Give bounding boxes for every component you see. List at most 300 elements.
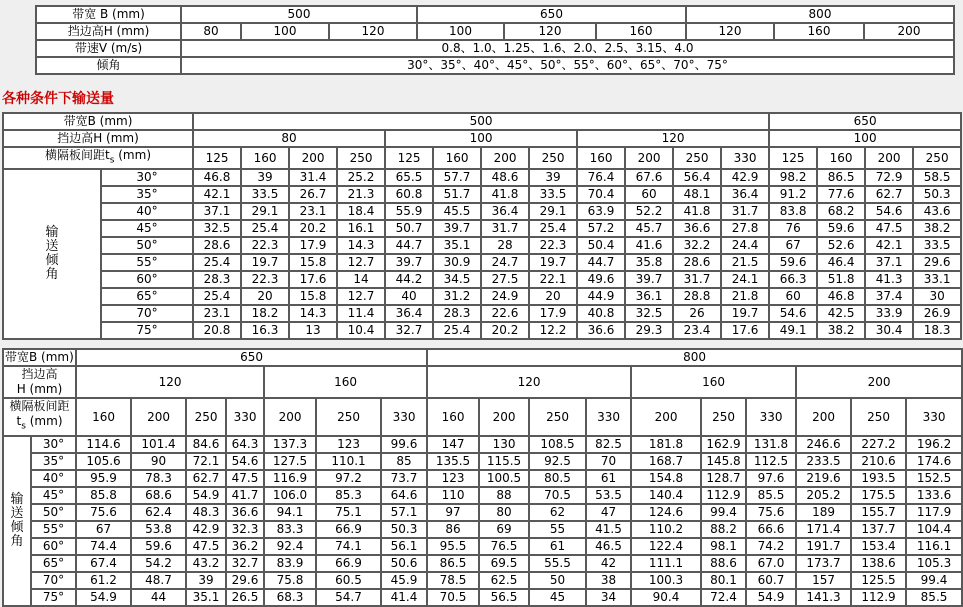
value-cell: 20.8	[193, 322, 241, 339]
value-cell: 41.8	[673, 203, 721, 220]
header-value-cell: 160	[241, 147, 289, 169]
header-value-cell: 250	[673, 147, 721, 169]
value-cell: 28	[481, 237, 529, 254]
value-cell: 31.7	[481, 220, 529, 237]
value-cell: 125.5	[851, 572, 906, 589]
header-value-cell: 250	[851, 398, 906, 435]
header-value-cell: 160	[76, 398, 131, 435]
value-cell: 52.2	[625, 203, 673, 220]
value-cell: 138.6	[851, 555, 906, 572]
belt-parameters-table-row-label-0: 带宽 B (mm)	[36, 6, 181, 23]
value-cell: 111.1	[631, 555, 701, 572]
value-cell: 168.7	[631, 453, 701, 470]
angle-cell: 75°	[101, 322, 193, 339]
value-cell: 181.8	[631, 436, 701, 453]
value-cell: 76.5	[479, 538, 529, 555]
capacity-table-650-800-row-label-1: 挡边高 H (mm)	[3, 366, 76, 398]
value-cell: 72.1	[186, 453, 226, 470]
value-cell: 43.6	[913, 203, 961, 220]
angle-cell: 75°	[31, 589, 76, 606]
value-cell: 14	[337, 271, 385, 288]
value-cell: 36.4	[721, 186, 769, 203]
value-cell: 32.7	[226, 555, 264, 572]
header-value-cell: 200	[631, 398, 701, 435]
value-cell: 25.4	[241, 220, 289, 237]
value-cell: 23.1	[193, 305, 241, 322]
value-cell: 70.5	[427, 589, 479, 606]
value-cell: 95.5	[427, 538, 479, 555]
value-cell: 45	[529, 589, 586, 606]
value-cell: 36.1	[625, 288, 673, 305]
value-cell: 38.2	[817, 322, 865, 339]
header-value-cell: 100	[241, 23, 329, 40]
value-cell: 59.6	[131, 538, 186, 555]
header-row	[3, 349, 962, 366]
value-cell: 21.5	[721, 254, 769, 271]
value-cell: 59.6	[817, 220, 865, 237]
value-cell: 108.5	[529, 436, 586, 453]
value-cell: 110	[427, 487, 479, 504]
value-cell: 83.3	[264, 521, 316, 538]
header-value-cell: 80	[181, 23, 241, 40]
table-row	[3, 322, 961, 339]
value-cell: 78.5	[427, 572, 479, 589]
value-cell: 42.9	[186, 521, 226, 538]
value-cell: 44	[131, 589, 186, 606]
value-cell: 62	[529, 504, 586, 521]
value-cell: 110.2	[631, 521, 701, 538]
table-row	[3, 470, 962, 487]
header-row	[36, 23, 954, 40]
value-cell: 60.7	[746, 572, 796, 589]
value-cell: 32.5	[193, 220, 241, 237]
header-value-cell: 125	[769, 147, 817, 169]
value-cell: 189	[796, 504, 851, 521]
value-cell: 26.7	[289, 186, 337, 203]
value-cell: 66.3	[769, 271, 817, 288]
value-cell: 29.6	[913, 254, 961, 271]
header-row	[3, 366, 962, 398]
value-cell: 92.4	[264, 538, 316, 555]
value-cell: 42.1	[865, 237, 913, 254]
value-cell: 66.9	[316, 521, 381, 538]
value-cell: 41.5	[586, 521, 631, 538]
value-cell: 53.5	[586, 487, 631, 504]
value-cell: 27.8	[721, 220, 769, 237]
value-cell: 39	[529, 169, 577, 186]
value-cell: 91.2	[769, 186, 817, 203]
value-cell: 54.2	[131, 555, 186, 572]
header-value-cell: 120	[686, 23, 774, 40]
value-cell: 145.8	[701, 453, 746, 470]
value-cell: 42.9	[721, 169, 769, 186]
value-cell: 22.3	[241, 237, 289, 254]
header-value-cell: 330	[226, 398, 264, 435]
table-row	[3, 220, 961, 237]
value-cell: 25.4	[433, 322, 481, 339]
header-value-cell: 330	[721, 147, 769, 169]
angle-cell: 35°	[101, 186, 193, 203]
value-cell: 44.9	[577, 288, 625, 305]
angle-cell: 35°	[31, 453, 76, 470]
value-cell: 133.6	[906, 487, 962, 504]
value-cell: 46.4	[817, 254, 865, 271]
angle-cell: 70°	[101, 305, 193, 322]
value-cell: 18.4	[337, 203, 385, 220]
value-cell: 48.1	[673, 186, 721, 203]
value-cell: 23.4	[673, 322, 721, 339]
value-cell: 36.4	[385, 305, 433, 322]
value-cell: 17.9	[529, 305, 577, 322]
value-cell: 92.5	[529, 453, 586, 470]
value-cell: 18.2	[241, 305, 289, 322]
value-cell: 83.8	[769, 203, 817, 220]
value-cell: 67	[76, 521, 131, 538]
value-cell: 153.4	[851, 538, 906, 555]
value-cell: 31.4	[289, 169, 337, 186]
angle-cell: 40°	[31, 470, 76, 487]
table-row	[3, 169, 961, 186]
belt-parameters-table-row-label-1: 挡边高H (mm)	[36, 23, 181, 40]
value-cell: 137.3	[264, 436, 316, 453]
value-cell: 32.3	[226, 521, 264, 538]
value-cell: 28.6	[673, 254, 721, 271]
value-cell: 29.6	[226, 572, 264, 589]
value-cell: 233.5	[796, 453, 851, 470]
value-cell: 86.5	[427, 555, 479, 572]
value-cell: 59.6	[769, 254, 817, 271]
value-cell: 36.4	[481, 203, 529, 220]
header-value-cell: 650	[417, 6, 686, 23]
value-cell: 174.6	[906, 453, 962, 470]
value-cell: 54.9	[76, 589, 131, 606]
header-row	[36, 40, 954, 57]
value-cell: 62.7	[186, 470, 226, 487]
value-cell: 28.3	[433, 305, 481, 322]
table-row	[3, 305, 961, 322]
value-cell: 67	[769, 237, 817, 254]
value-cell: 74.1	[316, 538, 381, 555]
value-cell: 19.7	[241, 254, 289, 271]
table-row	[3, 504, 962, 521]
value-cell: 35.1	[433, 237, 481, 254]
value-cell: 98.2	[769, 169, 817, 186]
value-cell: 30.4	[865, 322, 913, 339]
value-cell: 60.8	[385, 186, 433, 203]
header-value-cell: 200	[479, 398, 529, 435]
value-cell: 55	[529, 521, 586, 538]
value-cell: 40	[385, 288, 433, 305]
angle-cell: 45°	[101, 220, 193, 237]
value-cell: 135.5	[427, 453, 479, 470]
header-row	[3, 130, 961, 147]
header-value-cell: 250	[913, 147, 961, 169]
value-cell: 25.2	[337, 169, 385, 186]
value-cell: 131.8	[746, 436, 796, 453]
value-cell: 85.3	[316, 487, 381, 504]
value-cell: 32.2	[673, 237, 721, 254]
value-cell: 124.6	[631, 504, 701, 521]
value-cell: 47.5	[865, 220, 913, 237]
header-value-cell: 250	[529, 147, 577, 169]
value-cell: 246.6	[796, 436, 851, 453]
value-cell: 57.2	[577, 220, 625, 237]
value-cell: 12.7	[337, 288, 385, 305]
value-cell: 61	[586, 470, 631, 487]
value-cell: 115.5	[479, 453, 529, 470]
value-cell: 45.9	[381, 572, 427, 589]
value-cell: 12.2	[529, 322, 577, 339]
value-cell: 49.6	[577, 271, 625, 288]
value-cell: 17.6	[721, 322, 769, 339]
value-cell: 35.8	[625, 254, 673, 271]
header-value-cell: 160	[433, 147, 481, 169]
value-cell: 62.5	[479, 572, 529, 589]
value-cell: 75.8	[264, 572, 316, 589]
value-cell: 33.9	[865, 305, 913, 322]
angle-cell: 45°	[31, 487, 76, 504]
value-cell: 50.3	[913, 186, 961, 203]
value-cell: 77.6	[817, 186, 865, 203]
header-value-cell: 160	[427, 398, 479, 435]
header-value-cell: 120	[76, 366, 264, 398]
value-cell: 86	[427, 521, 479, 538]
value-cell: 128.7	[701, 470, 746, 487]
header-value-cell: 250	[186, 398, 226, 435]
value-cell: 101.4	[131, 436, 186, 453]
angle-cell: 60°	[101, 271, 193, 288]
table-row	[3, 555, 962, 572]
header-value-cell: 100	[769, 130, 961, 147]
value-cell: 37.1	[865, 254, 913, 271]
value-cell: 44.2	[385, 271, 433, 288]
value-cell: 36.6	[577, 322, 625, 339]
value-cell: 62.4	[131, 504, 186, 521]
conveying-angle-axis-label: 输 送 倾 角	[3, 436, 31, 606]
value-cell: 123	[316, 436, 381, 453]
value-cell: 112.9	[851, 589, 906, 606]
value-cell: 20.2	[481, 322, 529, 339]
value-cell: 53.8	[131, 521, 186, 538]
value-cell: 20.2	[289, 220, 337, 237]
value-cell: 82.5	[586, 436, 631, 453]
value-cell: 50	[529, 572, 586, 589]
value-cell: 30.9	[433, 254, 481, 271]
capacity-table-500-650-row-label-1: 挡边高H (mm)	[3, 130, 193, 147]
belt-parameters-table	[35, 5, 955, 75]
value-cell: 43.2	[186, 555, 226, 572]
value-cell: 106.0	[264, 487, 316, 504]
capacity-table-650-800-row-label-2: 横隔板间距 $t_s$ (mm)	[3, 398, 76, 435]
value-cell: 57.1	[381, 504, 427, 521]
value-cell: 33.5	[529, 186, 577, 203]
belt-parameters-table-row-label-3: 倾角	[36, 57, 181, 74]
value-cell: 52.6	[817, 237, 865, 254]
value-cell: 35.1	[186, 589, 226, 606]
value-cell: 38.2	[913, 220, 961, 237]
value-cell: 219.6	[796, 470, 851, 487]
header-value-cell: 200	[864, 23, 954, 40]
table-row	[3, 254, 961, 271]
value-cell: 48.7	[131, 572, 186, 589]
value-cell: 75.6	[746, 504, 796, 521]
value-cell: 105.6	[76, 453, 131, 470]
value-cell: 95.9	[76, 470, 131, 487]
angle-cell: 55°	[31, 521, 76, 538]
value-cell: 94.1	[264, 504, 316, 521]
value-cell: 171.4	[796, 521, 851, 538]
value-cell: 14.3	[337, 237, 385, 254]
value-cell: 20	[529, 288, 577, 305]
value-cell: 29.1	[241, 203, 289, 220]
header-value-cell: 800	[427, 349, 962, 366]
value-cell: 104.4	[906, 521, 962, 538]
value-cell: 17.6	[289, 271, 337, 288]
table-row	[3, 237, 961, 254]
value-cell: 76	[769, 220, 817, 237]
value-cell: 56.4	[673, 169, 721, 186]
value-cell: 70.5	[529, 487, 586, 504]
header-value-cell: 250	[316, 398, 381, 435]
value-cell: 31.7	[673, 271, 721, 288]
value-cell: 141.3	[796, 589, 851, 606]
value-cell: 22.3	[241, 271, 289, 288]
value-cell: 157	[796, 572, 851, 589]
value-cell: 19.7	[721, 305, 769, 322]
value-cell: 39	[186, 572, 226, 589]
header-value-cell: 30°、35°、40°、45°、50°、55°、60°、65°、70°、75°	[181, 57, 954, 74]
header-value-cell: 160	[631, 366, 796, 398]
table-row	[3, 186, 961, 203]
angle-cell: 30°	[101, 169, 193, 186]
value-cell: 70	[586, 453, 631, 470]
value-cell: 162.9	[701, 436, 746, 453]
value-cell: 39.7	[385, 254, 433, 271]
value-cell: 78.3	[131, 470, 186, 487]
value-cell: 114.6	[76, 436, 131, 453]
header-value-cell: 200	[865, 147, 913, 169]
value-cell: 48.3	[186, 504, 226, 521]
value-cell: 99.4	[906, 572, 962, 589]
value-cell: 41.3	[865, 271, 913, 288]
value-cell: 39.7	[625, 271, 673, 288]
value-cell: 69	[479, 521, 529, 538]
header-value-cell: 650	[769, 113, 961, 130]
value-cell: 17.9	[289, 237, 337, 254]
header-value-cell: 200	[481, 147, 529, 169]
value-cell: 22.6	[481, 305, 529, 322]
value-cell: 227.2	[851, 436, 906, 453]
header-value-cell: 120	[577, 130, 769, 147]
angle-cell: 65°	[101, 288, 193, 305]
section-title: 各种条件下输送量	[2, 91, 114, 107]
angle-cell: 50°	[31, 504, 76, 521]
header-value-cell: 250	[701, 398, 746, 435]
value-cell: 54.7	[316, 589, 381, 606]
value-cell: 48.6	[481, 169, 529, 186]
value-cell: 90	[131, 453, 186, 470]
value-cell: 60.5	[316, 572, 381, 589]
value-cell: 21.3	[337, 186, 385, 203]
header-value-cell: 800	[686, 6, 954, 23]
value-cell: 13	[289, 322, 337, 339]
header-value-cell: 200	[625, 147, 673, 169]
value-cell: 61.2	[76, 572, 131, 589]
value-cell: 210.6	[851, 453, 906, 470]
value-cell: 68.2	[817, 203, 865, 220]
value-cell: 88.2	[701, 521, 746, 538]
value-cell: 85.8	[76, 487, 131, 504]
value-cell: 47.5	[186, 538, 226, 555]
value-cell: 22.3	[529, 237, 577, 254]
header-value-cell: 330	[746, 398, 796, 435]
angle-cell: 55°	[101, 254, 193, 271]
value-cell: 37.1	[193, 203, 241, 220]
angle-cell: 50°	[101, 237, 193, 254]
value-cell: 154.8	[631, 470, 701, 487]
header-value-cell: 200	[289, 147, 337, 169]
header-value-cell: 160	[774, 23, 864, 40]
value-cell: 173.7	[796, 555, 851, 572]
value-cell: 65.5	[385, 169, 433, 186]
value-cell: 50.3	[381, 521, 427, 538]
value-cell: 74.4	[76, 538, 131, 555]
value-cell: 193.5	[851, 470, 906, 487]
value-cell: 50.4	[577, 237, 625, 254]
value-cell: 42.5	[817, 305, 865, 322]
value-cell: 28.3	[193, 271, 241, 288]
value-cell: 30	[913, 288, 961, 305]
value-cell: 36.6	[673, 220, 721, 237]
table-row	[3, 487, 962, 504]
capacity-table-650-800	[2, 348, 963, 606]
value-cell: 90.4	[631, 589, 701, 606]
value-cell: 110.1	[316, 453, 381, 470]
value-cell: 152.5	[906, 470, 962, 487]
value-cell: 25.4	[193, 288, 241, 305]
capacity-table-500-650-row-label-2: 横隔板间距$t_s$ (mm)	[3, 147, 193, 169]
value-cell: 14.3	[289, 305, 337, 322]
belt-parameters-table-row-label-2: 带速V (m/s)	[36, 40, 181, 57]
value-cell: 83.9	[264, 555, 316, 572]
value-cell: 46.5	[586, 538, 631, 555]
value-cell: 22.1	[529, 271, 577, 288]
value-cell: 123	[427, 470, 479, 487]
value-cell: 42	[586, 555, 631, 572]
value-cell: 32.5	[625, 305, 673, 322]
angle-cell: 70°	[31, 572, 76, 589]
capacity-table-500-650	[2, 112, 962, 340]
header-value-cell: 80	[193, 130, 385, 147]
value-cell: 37.4	[865, 288, 913, 305]
capacity-table-650-800-row-label-0: 带宽B (mm)	[3, 349, 76, 366]
value-cell: 46.8	[817, 288, 865, 305]
header-value-cell: 160	[264, 366, 427, 398]
value-cell: 18.3	[913, 322, 961, 339]
value-cell: 112.9	[701, 487, 746, 504]
value-cell: 76.4	[577, 169, 625, 186]
value-cell: 44.7	[385, 237, 433, 254]
header-value-cell: 160	[817, 147, 865, 169]
value-cell: 32.7	[385, 322, 433, 339]
header-value-cell: 120	[329, 23, 417, 40]
header-value-cell: 200	[264, 398, 316, 435]
value-cell: 84.6	[186, 436, 226, 453]
table-row	[3, 453, 962, 470]
value-cell: 191.7	[796, 538, 851, 555]
value-cell: 60	[625, 186, 673, 203]
value-cell: 97.2	[316, 470, 381, 487]
